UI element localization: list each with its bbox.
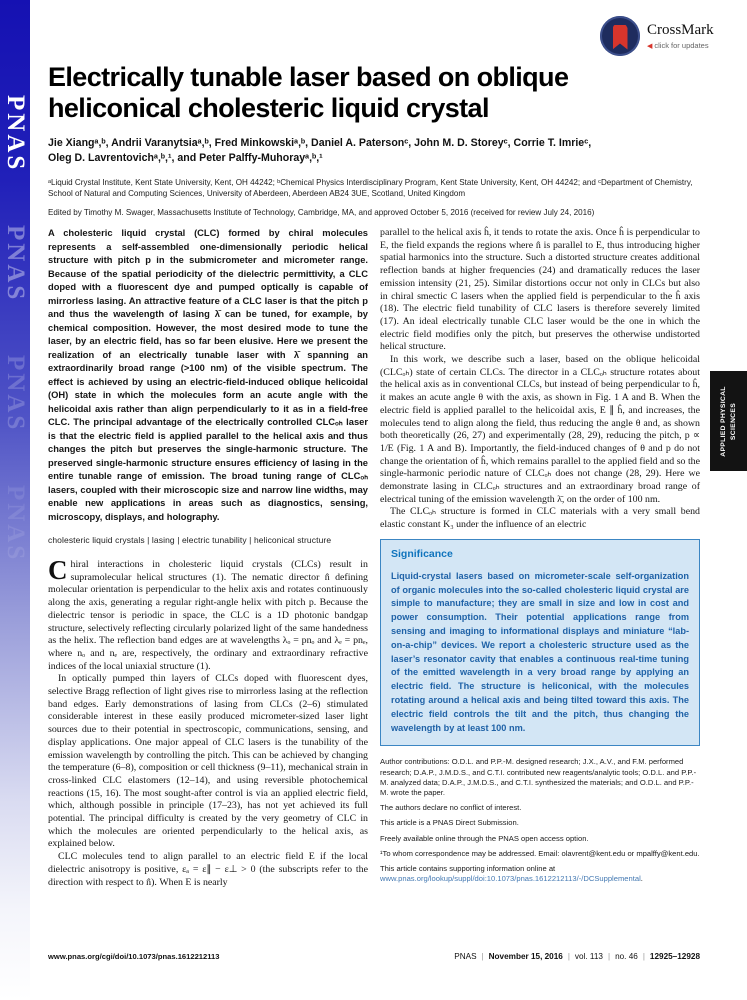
page-title: Electrically tunable laser based on oblique heliconical cholesteric liquid crystal [48, 62, 569, 123]
crossmark-tagline[interactable]: ◀ click for updates [647, 41, 709, 50]
section-tab-applied-physical-sciences [710, 371, 747, 471]
footer-separator: | [567, 952, 570, 961]
footnote-supporting-info: This article contains supporting information online at www.pnas.org/lookup/suppl/doi:10.1073/pnas.1612212113/-/DCSupplemental. [380, 864, 643, 884]
supporting-info-link[interactable]: www.pnas.org/lookup/suppl/doi:10.1073/pnas.1612212113/-/DCSupplemental [380, 874, 641, 884]
footnote-conflict-of-interest: The authors declare no conflict of interest. [380, 803, 522, 813]
footer-separator: | [607, 952, 611, 961]
footnote-direct-submission: This article is a PNAS Direct Submission. [380, 818, 519, 828]
footnote-author-contributions: Author contributions: O.D.L. and P.P.-M. designed research; J.X., A.V., and F.M. performed research; D.A.P., J.M.D.S., and C.T.I. contributed new reagents/analytic tools; O.D.L. and P.P.-M. analyzed data; D.A.P., J.M.D.S., and C.T.I. synthesized the materials; and O.D.L. and P.P.-M. wrote the paper. [380, 757, 697, 798]
pnas-logo-faded: PNAS [2, 225, 29, 303]
intro-paragraph: Chiral interactions in cholesteric liquid crystals (CLCs) result in supramolecular helical structures (1). The nematic director n̂ defining molecular orientation is perpendicular to the helix axis and rotates continuously along the axis, generating a regular right-angle helix with pitch p. Because the dielectric tensor is periodic in space, the CLC is a 1D photonic bandgap structure, selectively reflecting circularly polarized light of the same handedness as the helix. The reflection band edges are at wavelengths λₒ = pnₒ and λₑ = pnₑ, where nₒ and nₑ are, respectively, the ordinary and extraordinary refractive indices of the local uniaxial structure (1). [48, 555, 368, 672]
body-paragraph: In optically pumped thin layers of CLCs doped with fluorescent dyes, selective Bragg reflection of light gives rise to mirrorless lasing at the reflection band edges. Early demonstrations of lasing from CLCs (2–6) stimulated considerable interest in these easily produced micrometer-sized laser light sources due to their potential in spectroscopic, communications, sensing, and display applications. One major appeal of CLC lasers is the tunability of the emission wavelength by controlling the pitch. This can be achieved by changing the temperature (6–8), composition or cell thickness (9–11), mechanical strain in cross-linked CLC elastomers (12–14), and using reversible photochemical reactions (15, 16). The most sought-after control is via an applied electric field, which, although possible in principle (17–23), has not yet achieved its full potential. The principal difficulty is created by the very geometry of CLC in which the molecules are oriented perpendicularly to the helical axis, as explained below. [48, 673, 368, 850]
crossmark-name: CrossMark [647, 22, 714, 38]
body-paragraph: parallel to the helical axis ĥ, it tends to rotate the axis. Once ĥ is perpendicular to E, the field expands the regions where n̂ is parallel to E, thus introducing higher spatial harmonics into the structure. Such a distorted structure creates additional reflection bands at higher frequencies (24) and dramatically reduces the laser emission intensity (21, 25). Similar distortions occur not only in CLCs but also in chiral smectic C lasers when the applied field is perpendicular to the ĥ axis (18). The electric field tunability of CLC lasers is therefore severely limited (17). An ideal electrically tunable CLC laser would be the one in which the electric field modifies only the pitch, but preserves the otherwise undistorted helical structure. [380, 227, 700, 353]
footer-issue: no. 46 [615, 952, 638, 961]
footer-doi: www.pnas.org/cgi/doi/10.1073/pnas.1612212113 [48, 952, 220, 961]
footer-separator: | [642, 952, 645, 961]
pnas-logo-faded: PNAS [2, 485, 29, 563]
affiliations: ᵃLiquid Crystal Institute, Kent State University, Kent, OH 44242; ᵇChemical Physics Interdisciplinary Program, Kent State University, Kent, OH 44242; and ᶜDepartment of Chemistry, School of Natural and Computing Sciences, University of Aberdeen, Aberdeen AB24 3UE, Scotland, United Kingdom [48, 178, 693, 198]
body-paragraph: The CLCₒₕ structure is formed in CLC materials with a very small bend elastic constant K₃ under the influence of an electric [380, 506, 700, 531]
right-column [380, 227, 700, 889]
article [48, 0, 700, 889]
authors-line-1: Jie Xiangᵃ,ᵇ, Andrii Varanytsiaᵃ,ᵇ, Fred Minkowskiᵃ,ᵇ, Daniel A. Patersonᶜ, John M. D. Storeyᶜ, Corrie T. Imrieᶜ, [48, 137, 592, 149]
drop-cap: C [48, 555, 68, 585]
body-paragraph: CLC molecules tend to align parallel to an electric field E if the local dielectric anisotropy is positive, εₐ = ε∥ − ε⊥ > 0 (the subscripts refer to the direction with respect to n̂). When E is nearly [48, 851, 368, 888]
two-column-body [48, 227, 700, 889]
body-paragraph: In this work, we describe such a laser, based on the oblique helicoidal (CLCₒₕ) state of certain CLCs. The director in a CLCₒₕ structure rotates about the helical axis as in conventional CLCs, but instead of being perpendicular to ĥ, it makes an acute angle θ with the axis, as shown in Fig. 1 A and B. When the electric field is applied parallel to the helicoidal axis, E ∥ ĥ, and increases, the molecules tend to align along the field, thus reducing the angle θ and, as shown both theoretically (26, 27) and experimentally (28, 29), reducing the pitch, p ∝ 1/E (Fig. 1 A and B). Importantly, the field-induced changes of θ and p do not change the orientation of ĥ, which remains parallel to the applied field and so the single-harmonic periodic nature of CLCₒₕ does not change (28, 29). Here we demonstrate lasing in CLCₒₕ structures and an extraordinary broad range of electrical tuning of the emission wavelength λ̄, on the order of 100 nm. [380, 354, 701, 505]
footer-citation [454, 952, 700, 961]
footnote-correspondence: ¹To whom correspondence may be addressed. Email: olavrent@kent.edu or mpalffy@kent.edu. [380, 848, 700, 858]
footer-volume: vol. 113 [574, 952, 603, 961]
significance-text: Liquid-crystal lasers based on micrometer-scale self-organization of organic molecules into the so-called cholesteric liquid crystal are simple to manufacture; they are small in size and low in cost and power consumption. Their potential applications range from sensing and imaging to informational displays and miniature “lab-on-a-chip” devices. We report a cholesteric structure used as the laser’s resonator cavity that enables a continuous real-time tuning of the emitted wavelength in a very broad range by applying an electric field. The structure is heliconical, with the molecules rotating around a helical axis and being tilted toward this axis. The electric field controls the tilt and the pitch, thus changing the wavelength by at least 100 nm. [391, 570, 689, 733]
footer-pages: 12925–12928 [649, 952, 700, 961]
authors-line-2: Oleg D. Lavrentovichᵃ,ᵇ,¹, and Peter Palffy-Muhorayᵃ,ᵇ,¹ [48, 152, 323, 164]
author-list [48, 136, 700, 166]
pnas-logo-faded: PNAS [2, 355, 29, 433]
section-tab-label: APPLIED PHYSICAL SCIENCES [720, 385, 737, 457]
footer-journal: PNAS [454, 952, 477, 961]
edited-by-note: Edited by Timothy M. Swager, Massachusetts Institute of Technology, Cambridge, MA, and approved October 5, 2016 (received for review July 24, 2016) [48, 208, 595, 217]
pnas-spine [0, 0, 30, 1000]
left-arrow-icon: ◀ [647, 43, 653, 50]
significance-box [380, 539, 700, 747]
abstract-text: A cholesteric liquid crystal (CLC) formed by chiral molecules represents a self-assembled one-dimensionally periodic helical structure with pitch p in the submicrometer and micrometer range. Because of the spatial periodicity of the dielectric permittivity, a CLC doped with a fluorescent dye and pumped optically is capable of mirrorless lasing. An attractive feature of a CLC laser is that the pitch p and thus the wavelength of lasing λ̄ can be tuned, for example, by chemical composition. However, the most desired mode to tune the laser, by an electric field, has so far been elusive. Here we present the realization of an electrically tunable laser with λ̄ spanning an extraordinarily broad range (>100 nm) of the visible spectrum. The effect is achieved by using an electric-field-induced oblique helicoidal (OH) state in which the molecules form an acute angle with the helicoidal axis rather than align perpendicularly to it as in a field-free CLC. The principal advantage of the electrically controlled CLCₒₕ laser is that the electric field is applied parallel to the helical axis and thus changes the pitch but preserves the single-harmonic structure. The preserved single-harmonic structure ensures efficiency of lasing in the entire tunable range of emission. The broad tuning range of CLCₒₕ lasers, coupled with their microscopic size and narrow line widths, may enable new applications in areas such as diagnostics, sensing, microscopy, displays, and holography. [48, 228, 368, 522]
footnote-open-access: Freely available online through the PNAS open access option. [380, 833, 589, 843]
footnotes [380, 757, 700, 884]
left-column [48, 227, 368, 889]
pnas-logo: PNAS [2, 95, 29, 173]
significance-heading: Significance [391, 547, 453, 560]
keywords-line: cholesteric liquid crystals | lasing | electric tunability | heliconical structure [48, 535, 332, 545]
page-footer [48, 952, 700, 961]
footer-date: November 15, 2016 [488, 952, 563, 961]
footer-separator: | [481, 952, 484, 961]
